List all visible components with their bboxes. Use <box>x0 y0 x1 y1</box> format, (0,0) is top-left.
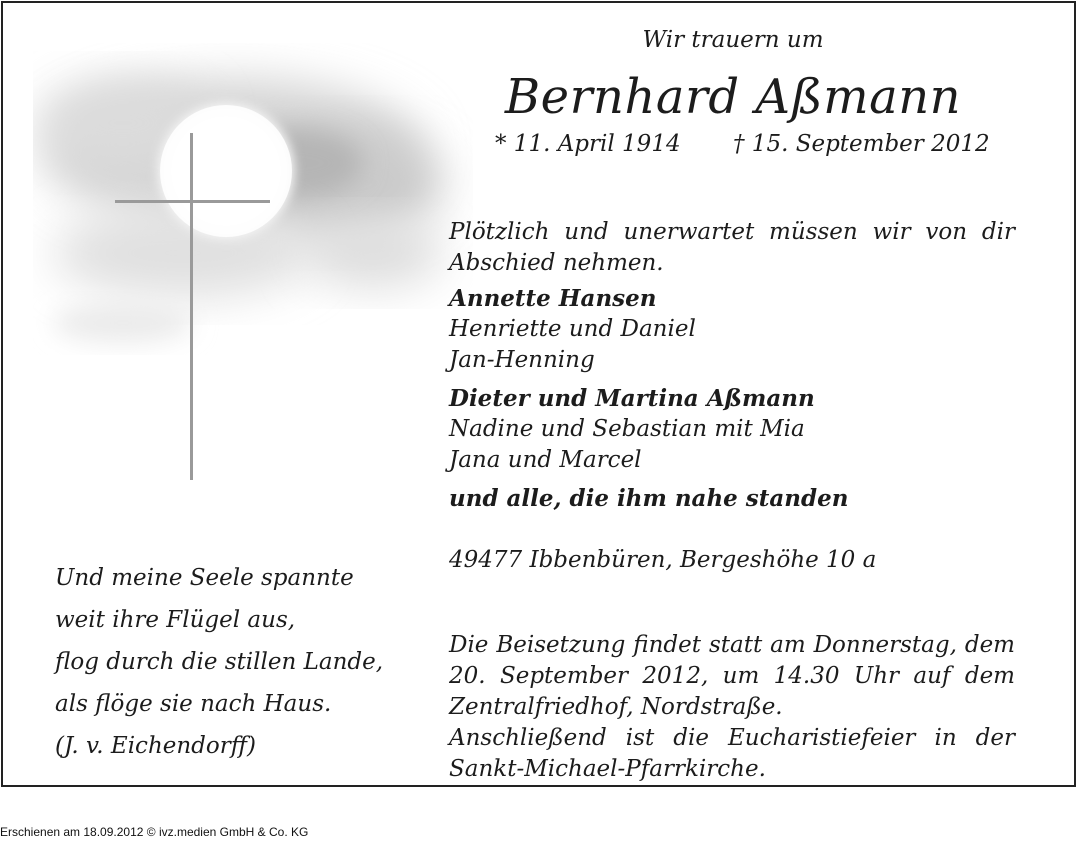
mourner-lead: Dieter und Martina Aßmann <box>449 385 815 412</box>
poem-author: (J. v. Eichendorff) <box>55 733 257 759</box>
publication-footer: Erschienen am 18.09.2012 © ivz.medien GmbH & Co. KG <box>0 825 309 839</box>
deceased-name: Bernhard Aßmann <box>504 69 962 125</box>
birth-date: * 11. April 1914 <box>495 131 681 157</box>
death-date: † 15. September 2012 <box>733 131 990 157</box>
poem-line: flog durch die stillen Lande, <box>55 649 384 675</box>
poem-line: weit ihre Flügel aus, <box>55 607 296 633</box>
closing-line: und alle, die ihm nahe standen <box>449 485 849 512</box>
notice-frame <box>1 1 1076 787</box>
mourner-member: Jana und Marcel <box>449 447 642 473</box>
intro-line: Wir trauern um <box>642 27 824 53</box>
mourner-member: Henriette und Daniel <box>449 316 696 342</box>
poem-line: Und meine Seele spannte <box>55 565 354 591</box>
mourner-lead: Annette Hansen <box>449 285 657 312</box>
address-line: 49477 Ibbenbüren, Bergeshöhe 10 a <box>449 547 877 573</box>
cross-moon-illustration <box>33 43 473 503</box>
farewell-message: Plötzlich und unerwartet müssen wir von dir Abschied nehmen. <box>449 219 1015 276</box>
mourner-member: Nadine und Sebastian mit Mia <box>449 416 805 442</box>
mourner-member: Jan-Henning <box>449 347 595 373</box>
poem-line: als flöge sie nach Haus. <box>55 691 332 717</box>
funeral-details: Die Beisetzung findet statt am Donnerstag, dem 20. September 2012, um 14.30 Uhr auf dem Zentralfriedhof, Nordstraße. <box>449 632 1015 720</box>
mass-details: Anschließend ist die Eucharistiefeier in der Sankt-Michael-Pfarrkirche. <box>449 725 1015 782</box>
